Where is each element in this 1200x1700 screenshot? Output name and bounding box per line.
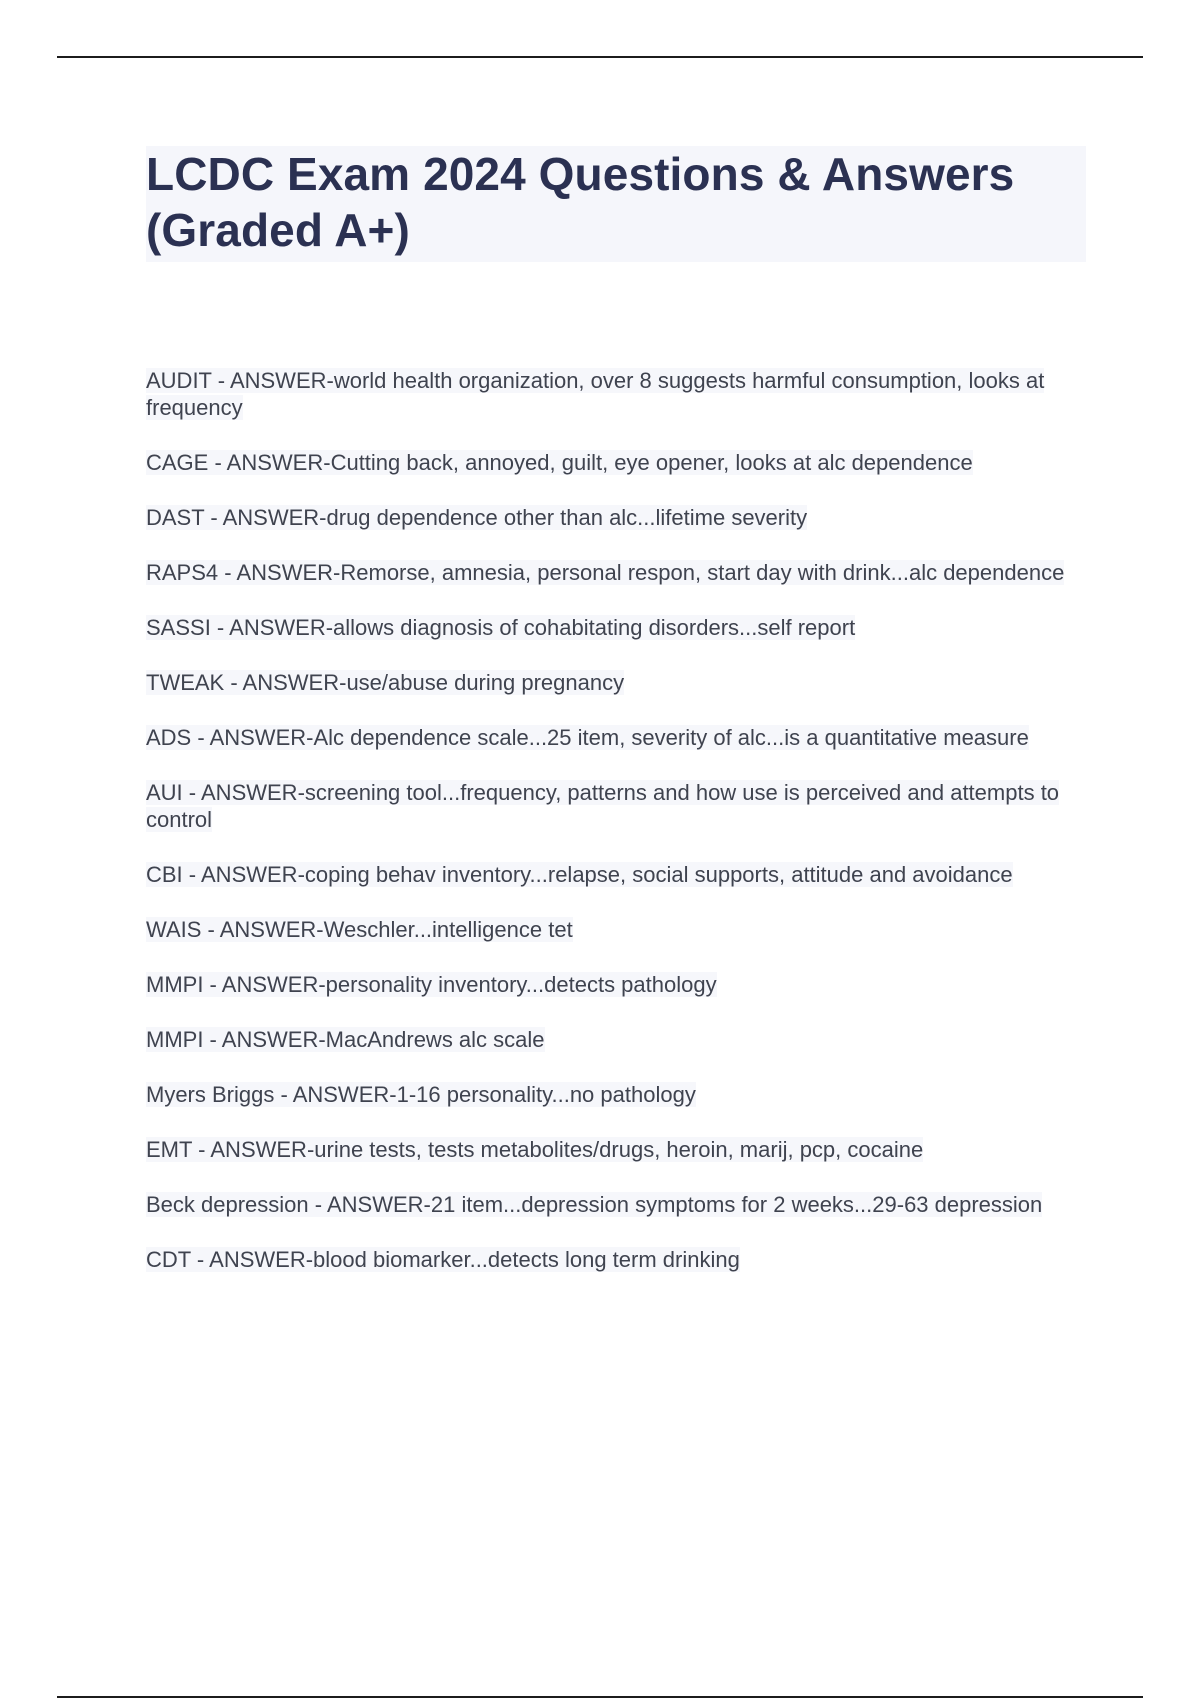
qa-item-myers-briggs: Myers Briggs - ANSWER-1-16 personality...no pathology	[146, 1082, 696, 1107]
qa-item-wais: WAIS - ANSWER-Weschler...intelligence tet	[146, 917, 573, 942]
qa-item-cbi: CBI - ANSWER-coping behav inventory...relapse, social supports, attitude and avoidance	[146, 862, 1013, 887]
qa-item-cage: CAGE - ANSWER-Cutting back, annoyed, guilt, eye opener, looks at alc dependence	[146, 450, 973, 475]
qa-item-audit: AUDIT - ANSWER-world health organization, over 8 suggests harmful consumption, looks at frequency	[146, 368, 1045, 420]
qa-item-aui: AUI - ANSWER-screening tool...frequency, patterns and how use is perceived and attempts to control	[146, 780, 1060, 832]
qa-item-cdt: CDT - ANSWER-blood biomarker...detects long term drinking	[146, 1247, 740, 1272]
qa-item-dast: DAST - ANSWER-drug dependence other than alc...lifetime severity	[146, 505, 808, 530]
qa-item-tweak: TWEAK - ANSWER-use/abuse during pregnancy	[146, 670, 625, 695]
qa-item-mmpi-personality: MMPI - ANSWER-personality inventory...detects pathology	[146, 972, 717, 997]
qa-item-beck-depression: Beck depression - ANSWER-21 item...depression symptoms for 2 weeks...29-63 depression	[146, 1192, 1043, 1217]
qa-item-ads: ADS - ANSWER-Alc dependence scale...25 item, severity of alc...is a quantitative measure	[146, 725, 1029, 750]
title-block	[146, 146, 1086, 262]
top-divider	[57, 56, 1143, 58]
page-title: LCDC Exam 2024 Questions & Answers (Graded A+)	[146, 148, 1015, 256]
qa-list	[146, 367, 1086, 1301]
qa-item-sassi: SASSI - ANSWER-allows diagnosis of cohabitating disorders...self report	[146, 615, 856, 640]
qa-item-raps4: RAPS4 - ANSWER-Remorse, amnesia, personal respon, start day with drink...alc dependence	[146, 560, 1065, 585]
qa-item-mmpi-macandrews: MMPI - ANSWER-MacAndrews alc scale	[146, 1027, 545, 1052]
bottom-divider	[57, 1696, 1143, 1698]
qa-item-emt: EMT - ANSWER-urine tests, tests metabolites/drugs, heroin, marij, pcp, cocaine	[146, 1137, 924, 1162]
